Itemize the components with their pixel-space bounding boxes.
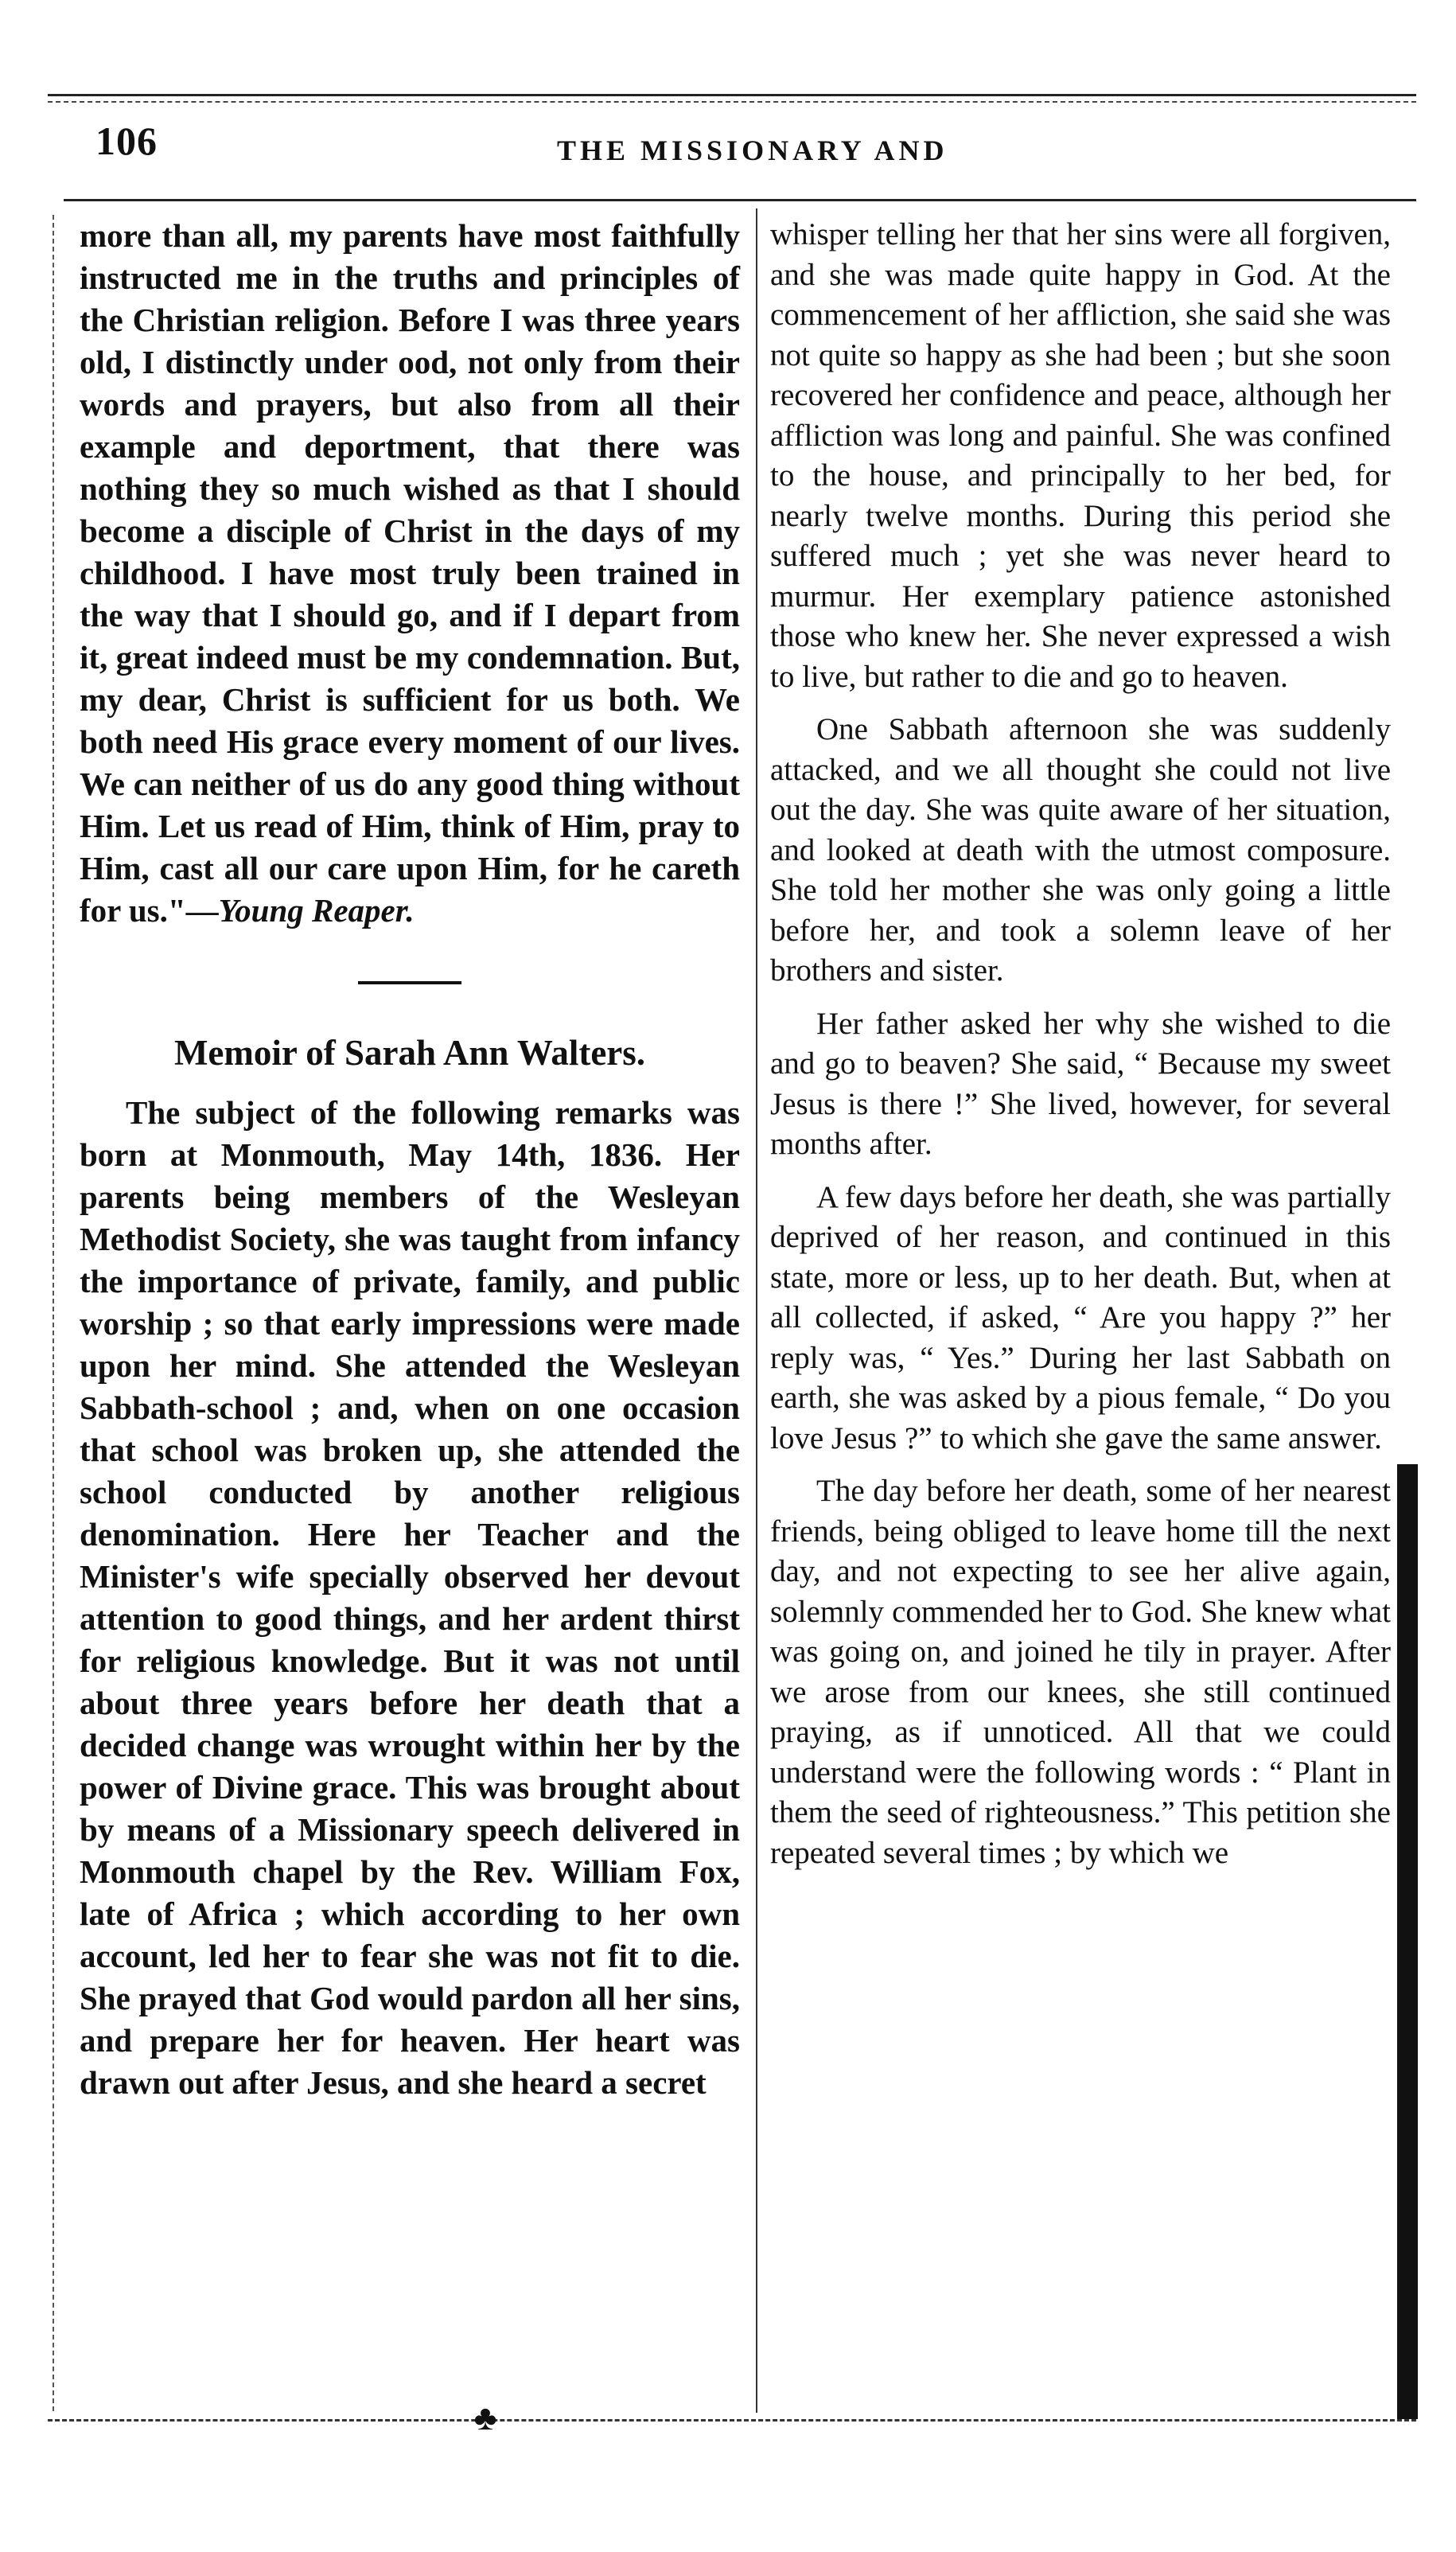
paragraph: whisper telling her that her sins were all forgiven, and she was made quite happy in God. At the commencement of her affliction, she said she was not quite so happy as she had been ; but she soon recovered her confidence and peace, although her affliction was long and painful. She was confined to the house, and principally to her bed, for nearly twelve months. During this period she suffered much ; yet she was never heard to murmur. Her exemplary patience astonished those who knew her. She never expressed a wish to live, but rather to die and go to heaven. bbox=[770, 217, 1391, 694]
paragraph: The day before her death, some of her nearest friends, being obliged to leave home till the next day, and not expecting to see her alive again, solemnly commended her to God. She knew what was going on, and joined he tily in prayer. After we arose from our knees, she still continued praying, as if unnoticed. All that we could understand were the following words : “ Plant in them the seed of righteousness.” This petition she repeated several times ; by which we bbox=[770, 1474, 1391, 1870]
page-number: 106 bbox=[95, 119, 158, 163]
section-separator bbox=[358, 981, 461, 984]
letter-body: more than all, my parents have most faithfully instructed me in the truths and principles of the Christian religion. Before I was three years old, I distinctly under ood, not only from their words and prayers, but also from all their example and deportment, that there was nothing they so much wished as that I should become a disciple of Christ in the days of my childhood. I have most truly been trained in the way that I should go, and if I depart from it, great indeed must be my condemnation. But, my dear, Christ is sufficient for us both. We both need His grace every moment of our lives. We can neither of us do any good thing without Him. Let us read of Him, think of Him, pray to Him, cast all our care upon Him, for he careth for us."— bbox=[80, 217, 740, 929]
right-column bbox=[770, 215, 1391, 1873]
scan-edge-shadow bbox=[1397, 1464, 1418, 2419]
column-divider bbox=[756, 208, 757, 2413]
paragraph: One Sabbath afternoon she was suddenly attacked, and we all thought she could not live out the day. She was quite aware of her situation, and looked at death with the utmost composure. She told her mother she was only going a little before her, and took a solemn leave of her brothers and sister. bbox=[770, 712, 1391, 988]
bottom-rule bbox=[48, 2419, 1416, 2421]
paragraph: Her father asked her why she wished to die and go to beaven? She said, “ Because my sweet Jesus is there !” She lived, however, for several months after. bbox=[770, 1006, 1391, 1161]
fleuron-ornament-icon: ♣ bbox=[473, 2398, 497, 2437]
left-margin-mark bbox=[53, 215, 54, 2411]
header-rule bbox=[64, 199, 1416, 201]
paragraph: A few days before her death, she was partially deprived of her reason, and continued in this state, more or less, up to her death. But, when at all collected, if asked, “ Are you happy ?” her reply was, “ Yes.” During her last Sabbath on earth, she was asked by a pious female, “ Do you love Jesus ?” to which she gave the same answer. bbox=[770, 1179, 1391, 1455]
letter-text bbox=[80, 215, 740, 932]
letter-source: Young Reaper. bbox=[218, 892, 415, 929]
article-paragraph: The subject of the following remarks was born at Monmouth, May 14th, 1836. Her parents being members of the Wesleyan Methodist Society, she was taught from infancy the importance of private, family, and public worship ; so that early impressions were made upon her mind. She attended the Wesleyan Sabbath-school ; and, when on one occasion that school was broken up, she attended the school conducted by another religious denomination. Here her Teacher and the Minister's wife specially observed her devout attention to good things, and her ardent thirst for religious knowledge. But it was not until about three years before her death that a decided change was wrought within her by the power of Divine grace. This was brought about by means of a Missionary speech delivered in Monmouth chapel by the Rev. William Fox, late of Africa ; which according to her own account, led her to fear she was not fit to die. She prayed that God would pardon all her sins, and prepare her for heaven. Her heart was drawn out after Jesus, and she heard a secret bbox=[80, 1094, 740, 2101]
top-rule bbox=[48, 94, 1416, 103]
running-head: THE MISSIONARY AND bbox=[557, 134, 948, 166]
left-column bbox=[80, 215, 740, 2104]
article-title: Memoir of Sarah Ann Walters. bbox=[173, 1033, 646, 1073]
